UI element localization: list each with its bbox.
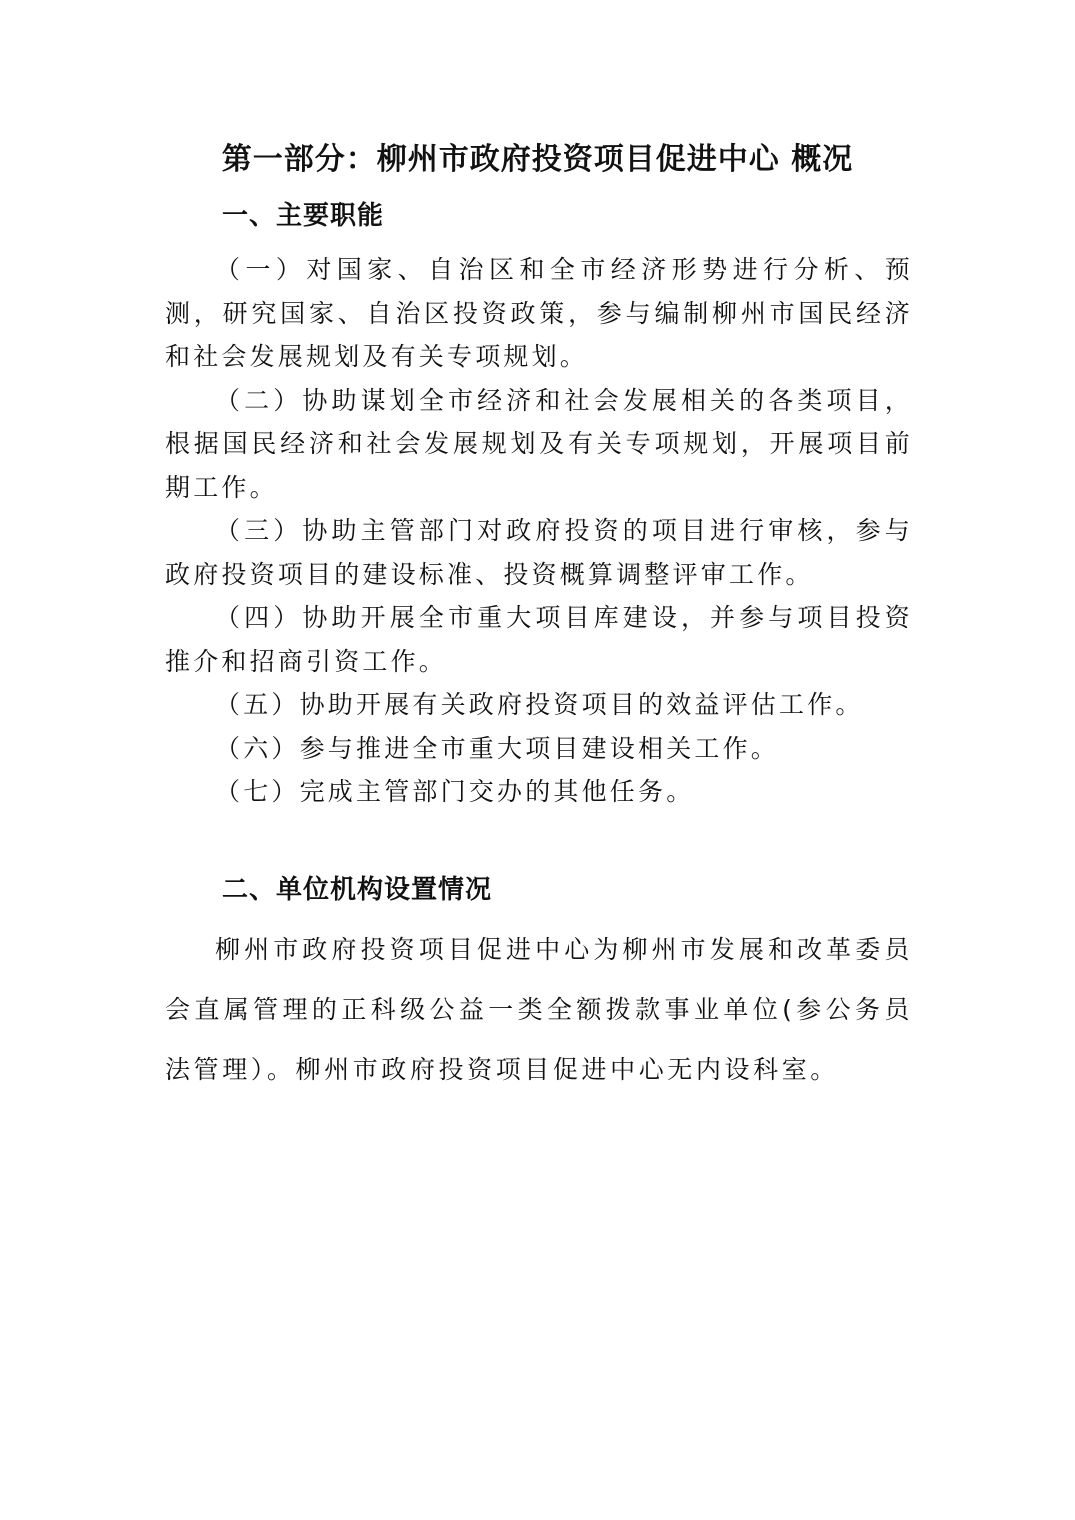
main-functions-body: [165, 248, 913, 814]
function-paragraph-7: （七）完成主管部门交办的其他任务。: [215, 777, 695, 806]
function-paragraph-2: （二）协助谋划全市经济和社会发展相关的各类项目，根据国民经济和社会发展规划及有关专项规划，开展项目前期工作。: [165, 385, 913, 502]
function-paragraph-1: （一）对国家、自治区和全市经济形势进行分析、预测，研究国家、自治区投资政策，参与编制柳州市国民经济和社会发展规划及有关专项规划。: [165, 255, 913, 371]
function-paragraph-3: （三）协助主管部门对政府投资的项目进行审核，参与政府投资项目的建设标准、投资概算调整评审工作。: [165, 516, 913, 589]
section-heading-main-functions: 一、主要职能: [222, 201, 385, 231]
function-paragraph-4: （四）协助开展全市重大项目库建设，并参与项目投资推介和招商引资工作。: [165, 603, 913, 676]
organization-paragraph: 柳州市政府投资项目促进中心为柳州市发展和改革委员会直属管理的正科级公益一类全额拨款事业单位(参公务员法管理）。柳州市政府投资项目促进中心无内设科室。: [165, 935, 913, 1084]
function-paragraph-6: （六）参与推进全市重大项目建设相关工作。: [215, 733, 780, 763]
function-paragraph-5: （五）协助开展有关政府投资项目的效益评估工作。: [215, 690, 864, 719]
section-heading-organization: 二、单位机构设置情况: [222, 875, 493, 905]
organization-body: [165, 920, 913, 1100]
document-title: 第一部分：柳州市政府投资项目促进中心 概况: [221, 142, 854, 177]
